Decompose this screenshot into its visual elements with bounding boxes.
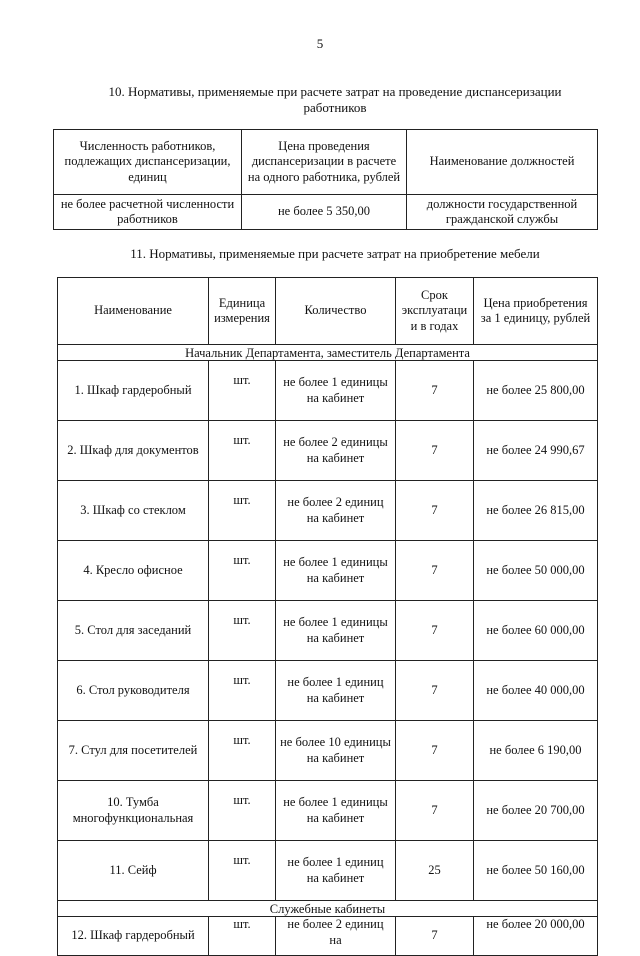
item-name: 7. Стул для посетителей [58, 721, 209, 781]
header-cell: Срок эксплуатаци и в годах [396, 278, 474, 345]
header-cell: Цена приобретения за 1 единицу, рублей [474, 278, 598, 345]
item-name: 2. Шкаф для документов [58, 421, 209, 481]
header-cell: Цена проведения диспансеризации в расчете на одного работника, рублей [242, 130, 407, 195]
header-cell: Количество [276, 278, 396, 345]
item-years: 7 [396, 661, 474, 721]
table-row [58, 541, 598, 601]
header-cell: Наименование должностей [407, 130, 598, 195]
item-price: не более 20 000,00 [474, 917, 598, 956]
table-row [58, 481, 598, 541]
table-row [58, 781, 598, 841]
furniture-table [57, 277, 598, 956]
item-unit: шт. [209, 361, 276, 421]
header-cell: Численность работников, подлежащих диспансеризации, единиц [54, 130, 242, 195]
item-price: не более 60 000,00 [474, 601, 598, 661]
section-11-title: 11. Нормативы, применяемые при расчете затрат на приобретение мебели [130, 246, 540, 261]
item-name: 5. Стол для заседаний [58, 601, 209, 661]
page-number: 5 [316, 36, 324, 51]
item-qty: не более 1 единицы на кабинет [276, 601, 396, 661]
item-unit: шт. [209, 421, 276, 481]
group-row [58, 901, 598, 917]
header-cell: Наименование [58, 278, 209, 345]
item-unit: шт. [209, 661, 276, 721]
table-row [58, 721, 598, 781]
table-cell: не более 5 350,00 [242, 195, 407, 230]
item-qty: не более 10 единицы на кабинет [276, 721, 396, 781]
item-name: 1. Шкаф гардеробный [58, 361, 209, 421]
table-row [58, 601, 598, 661]
item-price: не более 24 990,67 [474, 421, 598, 481]
item-years: 7 [396, 601, 474, 661]
item-unit: шт. [209, 721, 276, 781]
group-label: Начальник Департамента, заместитель Департамента [58, 345, 598, 361]
item-unit: шт. [209, 481, 276, 541]
item-name: 4. Кресло офисное [58, 541, 209, 601]
section-10-title-line1: 10. Нормативы, применяемые при расчете затрат на проведение диспансеризации [108, 84, 562, 99]
item-years: 7 [396, 721, 474, 781]
table-row [58, 421, 598, 481]
item-price: не более 20 700,00 [474, 781, 598, 841]
table-cell: не более расчетной численности работников [54, 195, 242, 230]
item-name: 12. Шкаф гардеробный [58, 917, 209, 956]
item-price: не более 50 000,00 [474, 541, 598, 601]
item-price: не более 26 815,00 [474, 481, 598, 541]
item-years: 7 [396, 917, 474, 956]
item-qty: не более 1 единиц на кабинет [276, 841, 396, 901]
item-name: 3. Шкаф со стеклом [58, 481, 209, 541]
table-row [58, 361, 598, 421]
item-unit: шт. [209, 541, 276, 601]
item-qty: не более 1 единицы на кабинет [276, 541, 396, 601]
item-price: не более 6 190,00 [474, 721, 598, 781]
medical-exam-table [53, 129, 598, 230]
table-row [54, 195, 598, 230]
item-years: 7 [396, 361, 474, 421]
table-row [58, 841, 598, 901]
item-years: 7 [396, 541, 474, 601]
item-unit: шт. [209, 841, 276, 901]
table-cell: должности государственной гражданской службы [407, 195, 598, 230]
group-row [58, 345, 598, 361]
item-price: не более 25 800,00 [474, 361, 598, 421]
table-row [58, 661, 598, 721]
section-10-title [70, 84, 600, 115]
item-unit: шт. [209, 917, 276, 956]
section-10-title-line2: работников [303, 99, 367, 115]
item-years: 7 [396, 421, 474, 481]
table-header-row [58, 278, 598, 345]
item-years: 25 [396, 841, 474, 901]
item-unit: шт. [209, 601, 276, 661]
item-years: 7 [396, 781, 474, 841]
table-row [58, 917, 598, 956]
item-price: не более 50 160,00 [474, 841, 598, 901]
item-qty: не более 1 единицы на кабинет [276, 781, 396, 841]
table-header-row [54, 130, 598, 195]
item-years: 7 [396, 481, 474, 541]
item-qty: не более 1 единиц на кабинет [276, 661, 396, 721]
item-qty: не более 2 единиц на кабинет [276, 481, 396, 541]
item-price: не более 40 000,00 [474, 661, 598, 721]
group-label: Служебные кабинеты [58, 901, 598, 917]
item-qty: не более 2 единиц на [276, 917, 396, 956]
item-name: 6. Стол руководителя [58, 661, 209, 721]
item-unit: шт. [209, 781, 276, 841]
item-name: 11. Сейф [58, 841, 209, 901]
item-name: 10. Тумба многофункциональная [58, 781, 209, 841]
item-qty: не более 2 единицы на кабинет [276, 421, 396, 481]
item-qty: не более 1 единицы на кабинет [276, 361, 396, 421]
header-cell: Единица измерения [209, 278, 276, 345]
